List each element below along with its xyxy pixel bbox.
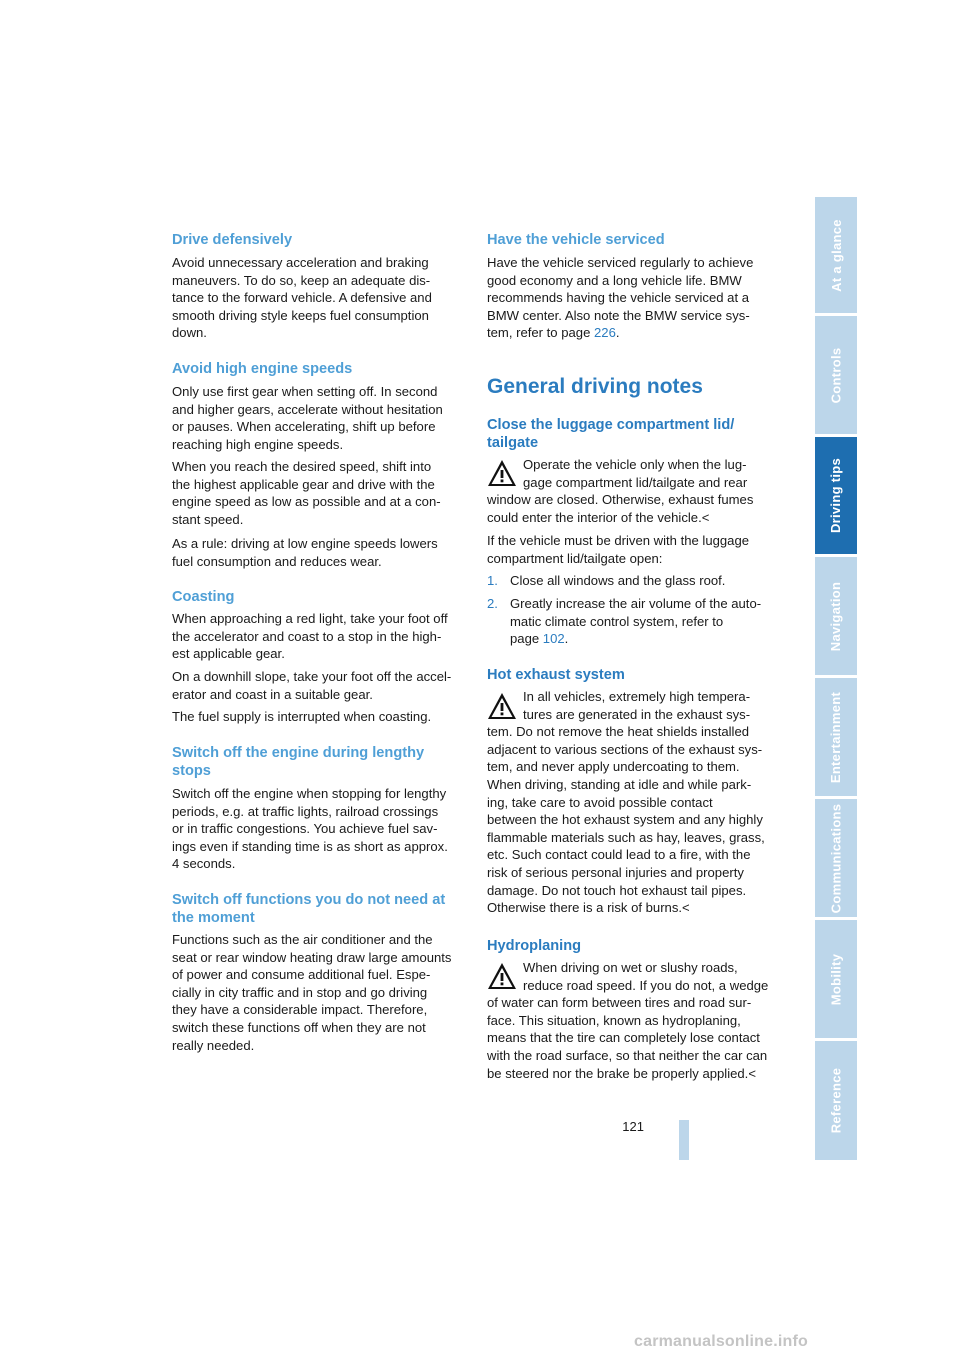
heading-avoid-high-engine-speeds: Avoid high engine speeds [172, 361, 353, 377]
paragraph-avoid-speeds-1: Only use first gear when setting off. In second and higher gears, accelerate without hesitation or pauses. When accelerating, shift up before reaching high engine speeds. [172, 384, 443, 452]
heading-hot-exhaust: Hot exhaust system [487, 667, 625, 683]
heading-coasting: Coasting [172, 589, 235, 605]
tab-navigation[interactable]: Navigation [815, 557, 857, 675]
page-link-226[interactable]: 226 [594, 325, 616, 341]
list-item-2: 2. Greatly increase the air volume of the auto- matic climate control system, refer to page 102. [487, 596, 762, 647]
list-item-1: 1. Close all windows and the glass roof. [487, 573, 726, 588]
paragraph-avoid-speeds-2: When you reach the desired speed, shift into the highest applicable gear and drive with the engine speed as low as possible and at a con- stant speed. [172, 459, 441, 527]
tab-driving-tips[interactable]: Driving tips [815, 437, 857, 554]
page-number: 121 [622, 1119, 644, 1134]
warning-hydroplaning-text: When driving on wet or slushy roads, reduce road speed. If you do not, a wedge of water can form between tires and road sur- face. This situation, known as hydroplaning, means that the tire can completely lose contact with the road surface, so that neither the car can be steered nor the brake be properly applied.< [487, 960, 769, 1081]
tab-communications[interactable]: Communications [815, 799, 857, 917]
paragraph-coasting-2: On a downhill slope, take your foot off the accel- erator and coast in a suitable gear. [172, 669, 452, 702]
paragraph-luggage-intro: If the vehicle must be driven with the luggage compartment lid/tailgate open: [487, 533, 750, 566]
paragraph-switch-off-functions: Functions such as the air conditioner and the seat or rear window heating draw large amounts of power and consume additional fuel. Espe- cially in city traffic and in stop and go driving they have a considerable impact. Therefore, switch these functions off when they are not really needed. [172, 932, 452, 1053]
heading-hydroplaning: Hydroplaning [487, 938, 582, 954]
heading-luggage-compartment: Close the luggage compartment lid/ tailgate [487, 417, 735, 451]
warning-luggage-text: Operate the vehicle only when the lug- gage compartment lid/tailgate and rear window are closed. Otherwise, exhaust fumes could enter the interior of the vehicle.< [487, 457, 754, 525]
page-link-102[interactable]: 102 [542, 631, 565, 647]
watermark: carmanualsonline.info [634, 1333, 809, 1350]
tab-reference[interactable]: Reference [815, 1041, 857, 1160]
paragraph-coasting-3: The fuel supply is interrupted when coasting. [172, 709, 432, 724]
warning-hot-exhaust-text: In all vehicles, extremely high tempera- tures are generated in the exhaust sys- tem. Do not remove the heat shields installed adjacent to various sections of the exhaust sys- tem, and never apply undercoating to them. When driving, standing at idle and while park- ing, take care to avoid possible contact between the hot exhaust system and any highly flammable materials such as hay, leaves, grass, etc. Such contact could lead to a fire, with the risk of serious personal injuries and property damage. Do not touch hot exhaust tail pipes. Otherwise there is a risk of burns.< [487, 689, 765, 916]
tab-at-a-glance[interactable]: At a glance [815, 197, 857, 313]
chapter-tabs [815, 197, 857, 1160]
heading-drive-defensively: Drive defensively [172, 232, 293, 248]
paragraph-avoid-speeds-3: As a rule: driving at low engine speeds lowers fuel consumption and reduces wear. [172, 536, 438, 569]
tab-controls[interactable]: Controls [815, 316, 857, 434]
paragraph-vehicle-serviced: Have the vehicle serviced regularly to achieve good economy and a long vehicle life. BMW recommends having the vehicle serviced at a BMW center. Also note the BMW service sys- tem, refer to page 226. [487, 255, 754, 341]
paragraph-coasting-1: When approaching a red light, take your foot off the accelerator and coast to a stop in the high- est applicable gear. [172, 611, 448, 662]
heading-switch-off-engine: Switch off the engine during lengthy stops [172, 745, 425, 779]
tab-entertainment[interactable]: Entertainment [815, 678, 857, 796]
paragraph-drive-defensively: Avoid unnecessary acceleration and braking maneuvers. To do so, keep an adequate dis- tance to the forward vehicle. A defensive and smooth driving style keeps fuel consumption down. [172, 255, 432, 341]
page-number-bar [679, 1120, 689, 1160]
tab-mobility[interactable]: Mobility [815, 920, 857, 1038]
paragraph-switch-off-engine: Switch off the engine when stopping for lengthy periods, e.g. at traffic lights, railroad crossings or in traffic congestions. You achieve fuel sav- ings even if standing time is as short as approx. 4 seconds. [172, 786, 448, 872]
heading-vehicle-serviced: Have the vehicle serviced [487, 232, 665, 248]
heading-general-driving-notes: General driving notes [487, 375, 703, 398]
heading-switch-off-functions: Switch off functions you do not need at the moment [172, 892, 446, 926]
